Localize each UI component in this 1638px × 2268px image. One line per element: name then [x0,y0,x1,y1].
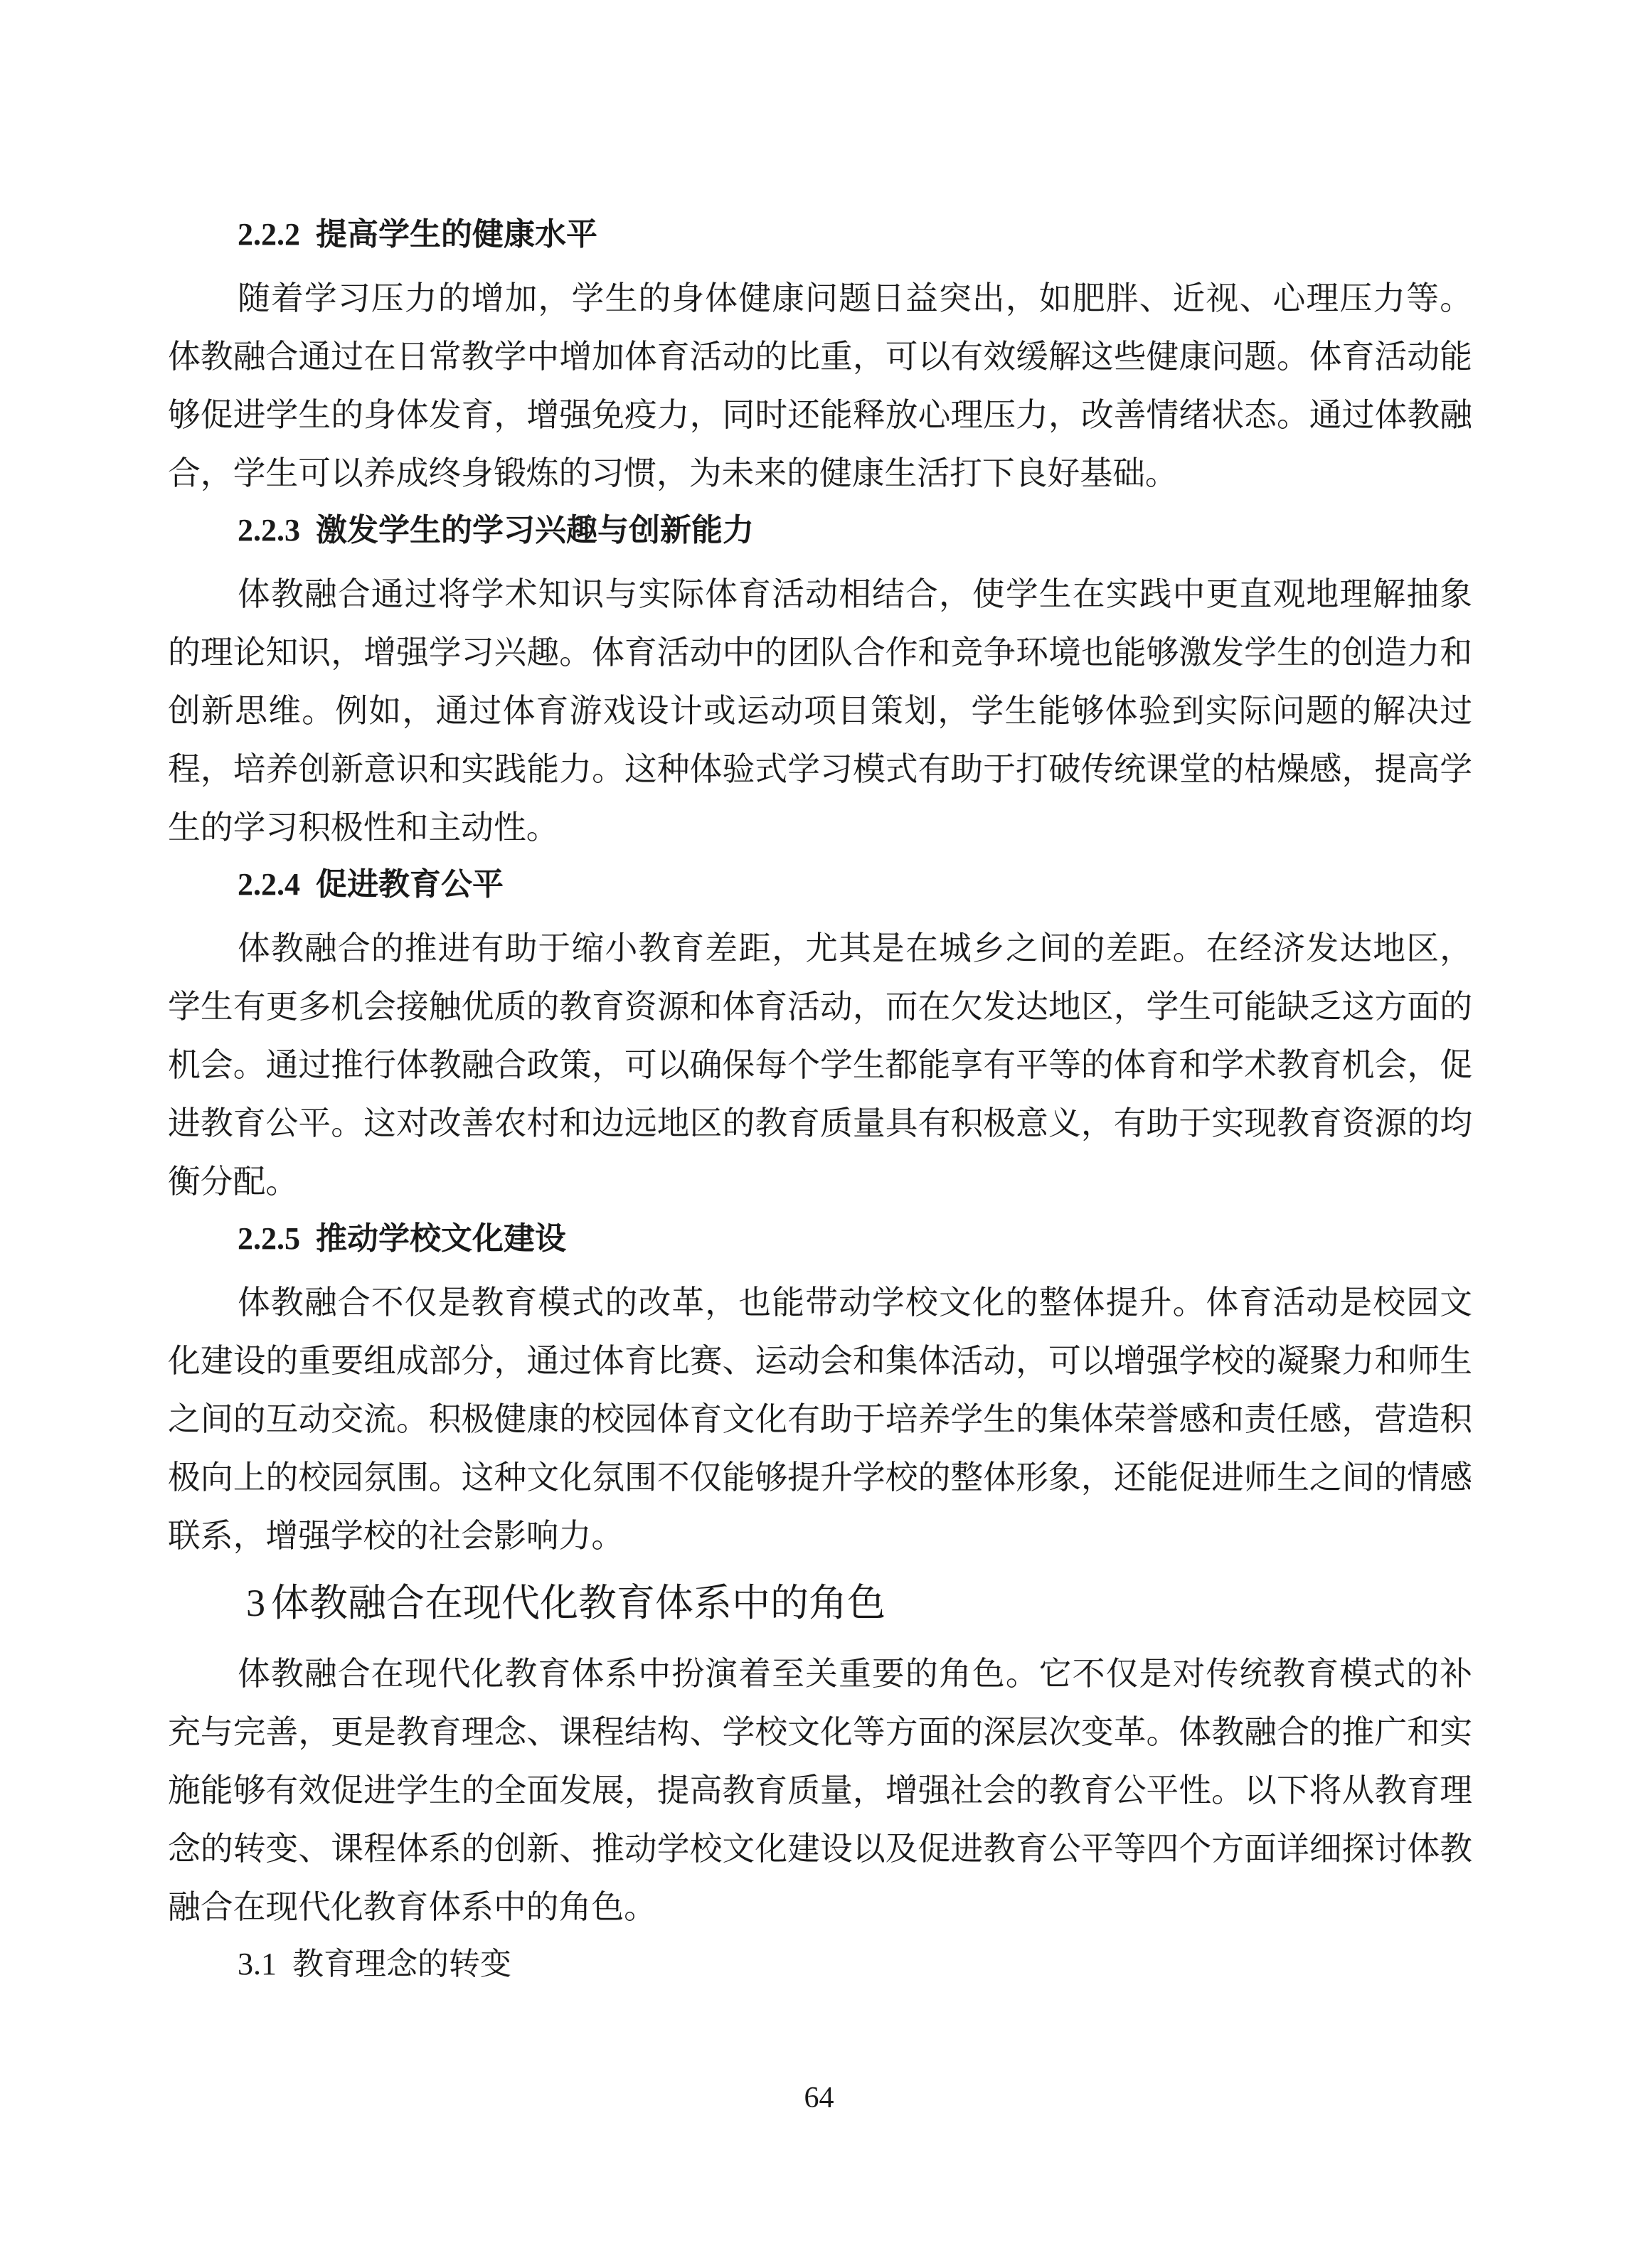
heading-title: 激发学生的学习兴趣与创新能力 [316,512,754,548]
heading-number: 2.2.4 [238,867,300,902]
heading-number: 3.1 [238,1947,277,1981]
heading-number: 2.2.3 [238,513,300,548]
heading-title: 教育理念的转变 [292,1946,511,1982]
paragraph-2-2-3: 体教融合通过将学术知识与实际体育活动相结合，使学生在实践中更直观地理解抽象的理论知识，增强学习兴趣。体育活动中的团队合作和竞争环境也能够激发学生的创造力和创新思维。例如，通过体育游戏设计或运动项目策划，学生能够体验到实际问题的解决过程，培养创新意识和实践能力。这种体验式学习模式有助于打破传统课堂的枯燥感，提高学生的学习积极性和主动性。 [168,575,1472,846]
heading-number: 2.2.5 [238,1221,300,1256]
paragraph-3: 体教融合在现代化教育体系中扮演着至关重要的角色。它不仅是对传统教育模式的补充与完善，更是教育理念、课程结构、学校文化等方面的深层次变革。体教融合的推广和实施能够有效促进学生的全面发展，提高教育质量，增强社会的教育公平性。以下将从教育理念的转变、课程体系的创新、推动学校文化建设以及促进教育公平等四个方面详细探讨体教融合在现代化教育体系中的角色。 [168,1654,1472,1926]
heading-number: 2.2.2 [238,217,300,252]
heading-2-2-3 [238,509,1472,552]
paragraph-2-2-5: 体教融合不仅是教育模式的改革，也能带动学校文化的整体提升。体育活动是校园文化建设的重要组成部分，通过体育比赛、运动会和集体活动，可以增强学校的凝聚力和师生之间的互动交流。积极健康的校园体育文化有助于培养学生的集体荣誉感和责任感，营造积极向上的校园氛围。这种文化氛围不仅能够提升学校的整体形象，还能促进师生之间的情感联系，增强学校的社会影响力。 [168,1283,1472,1555]
heading-title: 体教融合在现代化教育体系中的角色 [271,1580,886,1625]
heading-2-2-5 [238,1218,1472,1260]
heading-3-1 [238,1943,1472,1986]
heading-title: 促进教育公平 [316,866,504,903]
page-number: 64 [804,2082,834,2114]
heading-title: 推动学校文化建设 [316,1220,566,1257]
page-content [168,213,1472,1986]
heading-2-2-2 [238,213,1472,256]
heading-title: 提高学生的健康水平 [316,216,597,252]
paragraph-2-2-2: 随着学习压力的增加，学生的身体健康问题日益突出，如肥胖、近视、心理压力等。体教融合通过在日常教学中增加体育活动的比重，可以有效缓解这些健康问题。体育活动能够促进学生的身体发育，增强免疫力，同时还能释放心理压力，改善情绪状态。通过体教融合，学生可以养成终身锻炼的习惯，为未来的健康生活打下良好基础。 [168,279,1472,492]
paragraph-2-2-4: 体教融合的推进有助于缩小教育差距，尤其是在城乡之间的差距。在经济发达地区，学生有更多机会接触优质的教育资源和体育活动，而在欠发达地区，学生可能缺乏这方面的机会。通过推行体教融合政策，可以确保每个学生都能享有平等的体育和学术教育机会，促进教育公平。这对改善农村和边远地区的教育质量具有积极意义，有助于实现教育资源的均衡分配。 [168,929,1472,1200]
heading-2-2-4 [238,863,1472,906]
heading-number: 3 [246,1582,265,1624]
heading-3 [246,1575,1472,1631]
